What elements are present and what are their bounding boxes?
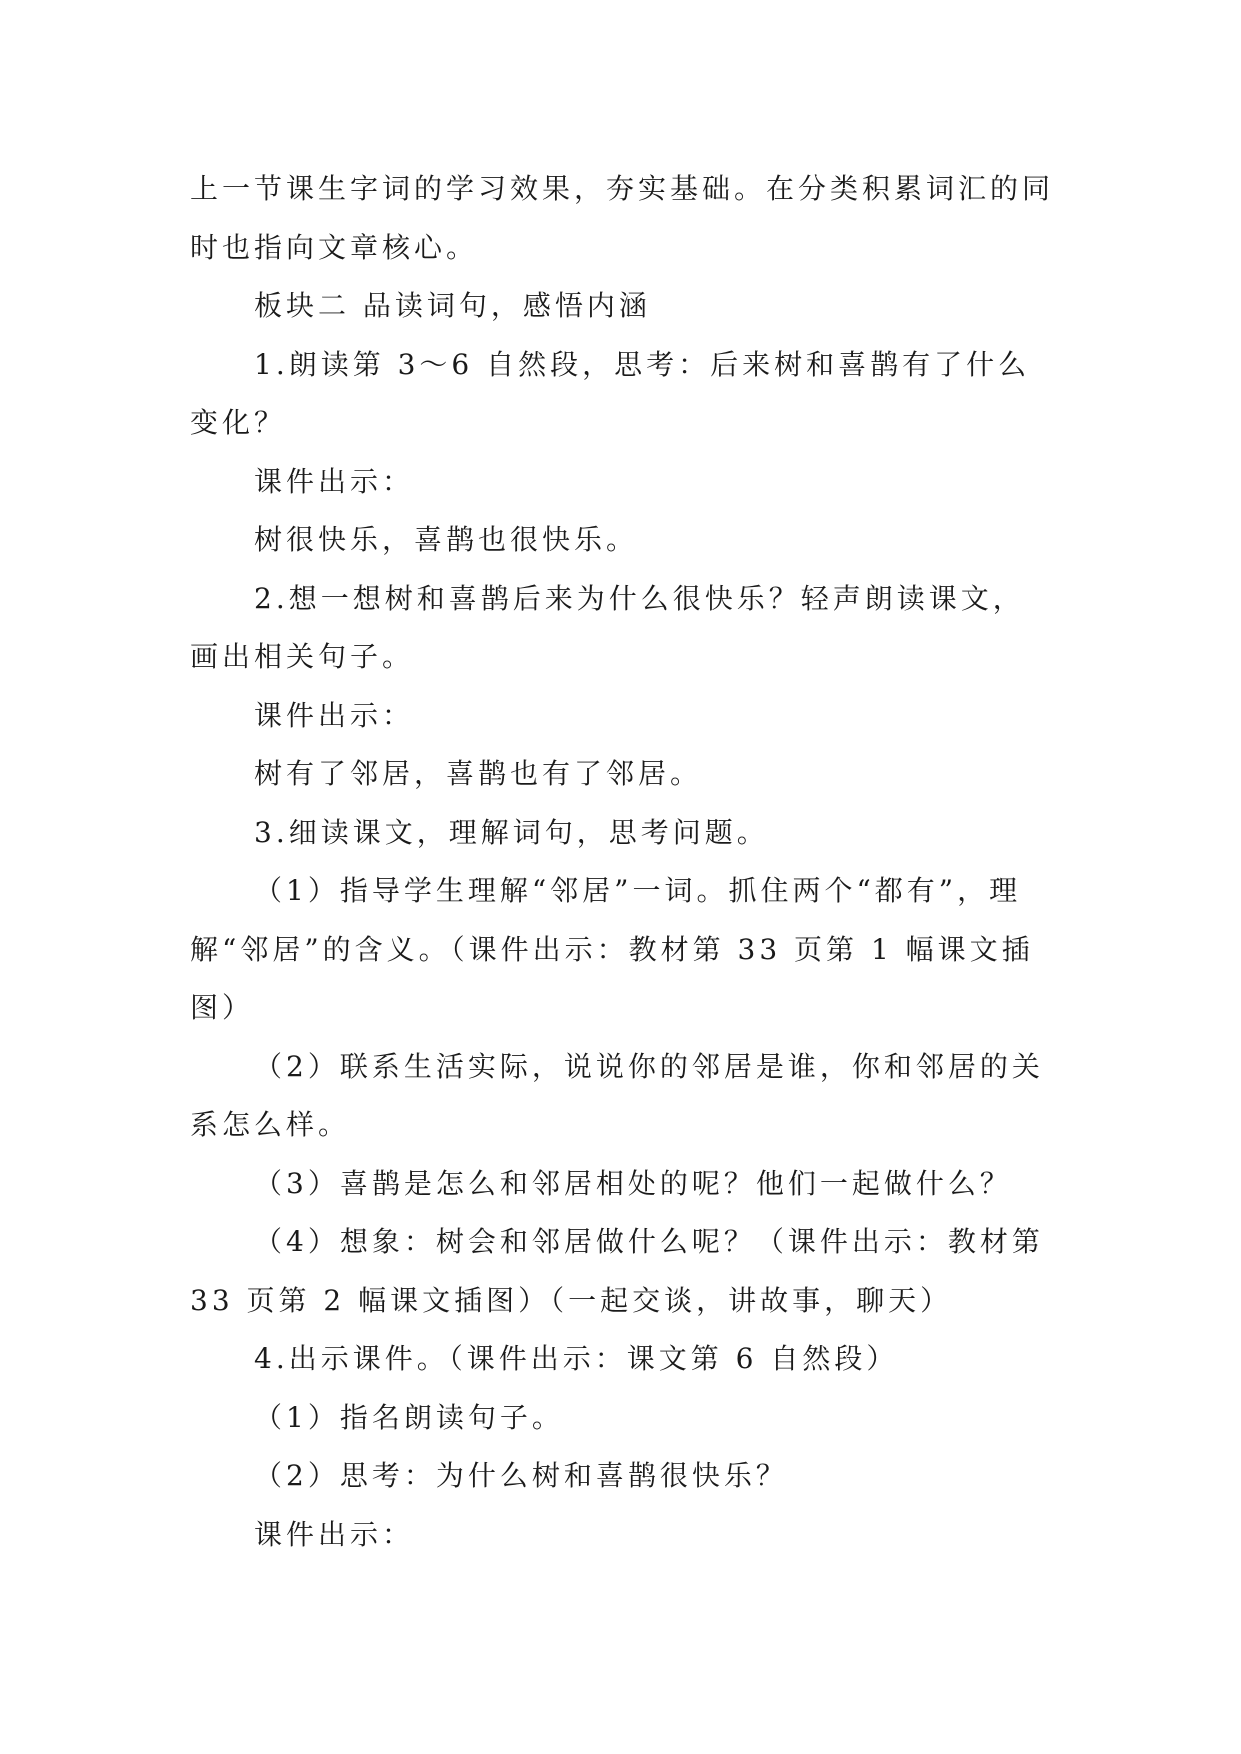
paragraph: （2）联系生活实际，说说你的邻居是谁，你和邻居的关系怎么样。: [190, 1049, 1044, 1141]
paragraph: （3）喜鹊是怎么和邻居相处的呢？他们一起做什么？: [254, 1166, 1012, 1200]
paragraph: 2.想一想树和喜鹊后来为什么很快乐？轻声朗读课文，画出相关句子。: [190, 581, 1025, 673]
paragraph: 3.细读课文，理解词句，思考问题。: [254, 815, 769, 849]
paragraph: 4.出示课件。（课件出示：课文第 6 自然段）: [254, 1342, 899, 1375]
paragraph: 课件出示：: [254, 1517, 415, 1551]
paragraph: （4）想象：树会和邻居做什么呢？（课件出示：教材第 33 页第 2 幅课文插图）（一起交谈，讲故事，聊天）: [190, 1225, 1044, 1317]
paragraph: 1.朗读第 3～6 自然段，思考：后来树和喜鹊有了什么变化？: [190, 347, 1031, 439]
paragraph: （1）指名朗读句子。: [254, 1400, 564, 1434]
paragraph: 树很快乐，喜鹊也很快乐。: [254, 523, 639, 556]
paragraph: 树有了邻居，喜鹊也有了邻居。: [254, 757, 703, 790]
paragraph: 上一节课生字词的学习效果，夯实基础。在分类积累词汇的同时也指向文章核心。: [190, 172, 1055, 264]
paragraph: （1）指导学生理解“邻居”一词。抓住两个“都有”，理解“邻居”的含义。（课件出示：教材第 33 页第 1 幅课文插图）: [190, 874, 1034, 1024]
document-body: [190, 160, 1054, 1564]
section-heading: 板块二 品读词句，感悟内涵: [254, 289, 651, 322]
paragraph: （2）思考：为什么树和喜鹊很快乐？: [254, 1459, 788, 1492]
paragraph: 课件出示：: [254, 464, 415, 498]
paragraph: 课件出示：: [254, 698, 415, 732]
